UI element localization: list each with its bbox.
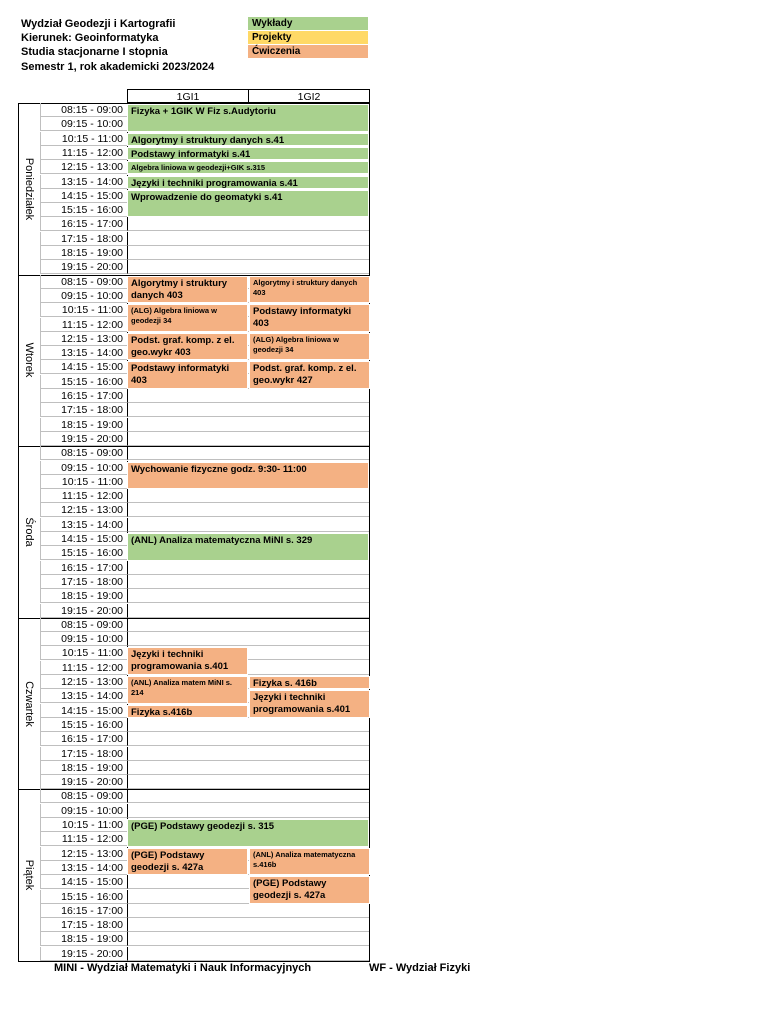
semester-info: Semestr 1, rok akademicki 2023/2024	[21, 61, 215, 73]
exercise-block[interactable]: Fizyka s.416b	[127, 705, 248, 718]
time-slot: 14:15 - 15:00	[40, 532, 127, 546]
day-name-label: Poniedziałek	[23, 157, 35, 220]
day-name	[18, 618, 40, 790]
day-name-label: Piątek	[23, 859, 35, 891]
exercise-block[interactable]: Języki i techniki programowania s.401	[127, 647, 248, 675]
slot-row	[127, 718, 369, 732]
slot-row	[127, 904, 369, 918]
time-slot: 16:15 - 17:00	[40, 732, 127, 746]
time-slot: 10:15 - 11:00	[40, 132, 127, 146]
time-slot: 19:15 - 20:00	[40, 947, 127, 961]
time-slot: 09:15 - 10:00	[40, 632, 127, 646]
time-slot: 09:15 - 10:00	[40, 289, 127, 303]
time-slot: 10:15 - 11:00	[40, 475, 127, 489]
time-slot: 12:15 - 13:00	[40, 847, 127, 861]
time-slot: 18:15 - 19:00	[40, 932, 127, 946]
time-slot: 14:15 - 15:00	[40, 875, 127, 889]
time-slot: 18:15 - 19:00	[40, 589, 127, 603]
lecture-block[interactable]: Wprowadzenie do geomatyki s.41	[127, 190, 369, 218]
exercise-block[interactable]: (ALG) Algebra liniowa w geodezji 34	[249, 333, 370, 361]
time-slot: 16:15 - 17:00	[40, 561, 127, 575]
exercise-block[interactable]: Algorytmy i struktury danych 403	[249, 276, 370, 304]
slot-row	[127, 232, 369, 246]
time-slot: 15:15 - 16:00	[40, 718, 127, 732]
slot-row	[127, 747, 369, 761]
group-header-1gi1: 1GI1	[127, 89, 249, 103]
slot-row	[127, 260, 369, 274]
exercise-block[interactable]: (ANL) Analiza matem MiNI s. 214	[127, 676, 248, 704]
time-slot: 15:15 - 16:00	[40, 375, 127, 389]
time-slot: 09:15 - 10:00	[40, 804, 127, 818]
time-slot: 17:15 - 18:00	[40, 918, 127, 932]
time-slot: 15:15 - 16:00	[40, 890, 127, 904]
exercise-block[interactable]: Podst. graf. komp. z el. geo.wykr 403	[127, 333, 248, 361]
time-slot: 12:15 - 13:00	[40, 503, 127, 517]
slot-row	[127, 503, 369, 517]
time-slot: 11:15 - 12:00	[40, 146, 127, 160]
slot-row	[127, 804, 369, 818]
time-slot: 18:15 - 19:00	[40, 246, 127, 260]
group-header-1gi2: 1GI2	[248, 89, 370, 103]
time-slot: 19:15 - 20:00	[40, 775, 127, 789]
time-slot: 16:15 - 17:00	[40, 389, 127, 403]
time-slot: 11:15 - 12:00	[40, 661, 127, 675]
slot-row	[127, 217, 369, 231]
time-slot: 11:15 - 12:00	[40, 318, 127, 332]
time-slot: 17:15 - 18:00	[40, 747, 127, 761]
lecture-block[interactable]: Języki i techniki programowania s.41	[127, 176, 369, 189]
time-slot: 08:15 - 09:00	[40, 446, 127, 460]
time-slot: 13:15 - 14:00	[40, 689, 127, 703]
time-slot: 10:15 - 11:00	[40, 646, 127, 660]
footer-wf: WF - Wydział Fizyki	[369, 962, 471, 974]
slot-row	[127, 575, 369, 589]
slot-row	[127, 947, 369, 961]
exercise-block[interactable]: Fizyka s. 416b	[249, 676, 370, 689]
slot-row	[127, 446, 369, 460]
footer-mini: MINI - Wydział Matematyki i Nauk Informacyjnych	[54, 962, 312, 974]
lecture-block[interactable]: Algebra liniowa w geodezji+GIK s.315	[127, 161, 369, 174]
legend-projects: Projekty	[248, 31, 368, 44]
lecture-block[interactable]: (ANL) Analiza matematyczna MiNI s. 329	[127, 533, 369, 561]
time-slot: 12:15 - 13:00	[40, 160, 127, 174]
day-name-label: Wtorek	[23, 342, 35, 378]
slot-row	[127, 632, 369, 646]
time-slot: 08:15 - 09:00	[40, 103, 127, 117]
legend-exercises: Ćwiczenia	[248, 45, 368, 58]
exercise-block[interactable]: Wychowanie fizyczne godz. 9:30- 11:00	[127, 462, 369, 490]
time-slot: 14:15 - 15:00	[40, 704, 127, 718]
time-slot: 10:15 - 11:00	[40, 303, 127, 317]
time-slot: 13:15 - 14:00	[40, 346, 127, 360]
time-slot: 13:15 - 14:00	[40, 175, 127, 189]
exercise-block[interactable]: (ALG) Algebra liniowa w geodezji 34	[127, 304, 248, 332]
slot-row	[127, 418, 369, 432]
time-slot: 15:15 - 16:00	[40, 546, 127, 560]
exercise-block[interactable]: (PGE) Podstawy geodezji s. 427a	[127, 848, 248, 876]
time-slot: 19:15 - 20:00	[40, 432, 127, 446]
exercise-block[interactable]: (PGE) Podstawy geodezji s. 427a	[249, 876, 370, 904]
exercise-block[interactable]: Podst. graf. komp. z el. geo.wykr 427	[249, 361, 370, 389]
slot-row	[127, 403, 369, 417]
time-slot: 16:15 - 17:00	[40, 904, 127, 918]
time-slot: 16:15 - 17:00	[40, 217, 127, 231]
time-slot: 17:15 - 18:00	[40, 575, 127, 589]
time-slot: 12:15 - 13:00	[40, 675, 127, 689]
slot-row	[127, 589, 369, 603]
lecture-block[interactable]: Algorytmy i struktury danych s.41	[127, 133, 369, 146]
exercise-block[interactable]: Podstawy informatyki 403	[249, 304, 370, 332]
time-slot: 11:15 - 12:00	[40, 489, 127, 503]
slot-row	[127, 918, 369, 932]
study-mode: Studia stacjonarne I stopnia	[21, 46, 168, 58]
lecture-block[interactable]: (PGE) Podstawy geodezji s. 315	[127, 819, 369, 847]
time-slot: 15:15 - 16:00	[40, 203, 127, 217]
slot-row	[127, 775, 369, 789]
time-slot: 14:15 - 15:00	[40, 189, 127, 203]
exercise-block[interactable]: Języki i techniki programowania s.401	[249, 690, 370, 718]
slot-row	[127, 561, 369, 575]
slot-row	[127, 432, 369, 446]
time-slot: 08:15 - 09:00	[40, 618, 127, 632]
exercise-block[interactable]: Algorytmy i struktury danych 403	[127, 276, 248, 304]
day-name-label: Czwartek	[23, 680, 35, 727]
time-slot: 19:15 - 20:00	[40, 260, 127, 274]
slot-row	[127, 761, 369, 775]
time-slot: 11:15 - 12:00	[40, 832, 127, 846]
time-slot: 19:15 - 20:00	[40, 604, 127, 618]
lecture-block[interactable]: Podstawy informatyki s.41	[127, 147, 369, 160]
legend-lectures: Wykłady	[248, 17, 368, 30]
slot-row	[127, 489, 369, 503]
time-slot: 18:15 - 19:00	[40, 761, 127, 775]
time-slot: 13:15 - 14:00	[40, 518, 127, 532]
day-name	[18, 789, 40, 961]
time-slot: 17:15 - 18:00	[40, 232, 127, 246]
time-slot: 09:15 - 10:00	[40, 461, 127, 475]
time-slot: 08:15 - 09:00	[40, 789, 127, 803]
time-slot: 10:15 - 11:00	[40, 818, 127, 832]
time-slot: 08:15 - 09:00	[40, 275, 127, 289]
slot-row	[127, 932, 369, 946]
time-slot: 18:15 - 19:00	[40, 418, 127, 432]
time-slot: 09:15 - 10:00	[40, 117, 127, 131]
lecture-block[interactable]: Fizyka + 1GIK W Fiz s.Audytoriu	[127, 104, 369, 132]
slot-row	[127, 389, 369, 403]
slot-row	[127, 732, 369, 746]
time-slot: 12:15 - 13:00	[40, 332, 127, 346]
exercise-block[interactable]: Podstawy informatyki 403	[127, 361, 248, 389]
slot-row	[127, 618, 369, 632]
slot-row	[127, 518, 369, 532]
time-slot: 17:15 - 18:00	[40, 403, 127, 417]
slot-row	[127, 604, 369, 618]
day-name-label: Środa	[23, 517, 35, 547]
exercise-block[interactable]: (ANL) Analiza matematyczna s.416b	[249, 848, 370, 876]
time-slot: 14:15 - 15:00	[40, 360, 127, 374]
field-of-study: Kierunek: Geoinformatyka	[21, 32, 159, 44]
faculty-title: Wydział Geodezji i Kartografii	[21, 18, 176, 30]
day-name	[18, 446, 40, 618]
day-name	[18, 275, 40, 447]
day-name	[18, 103, 40, 275]
slot-row	[127, 246, 369, 260]
slot-row	[127, 789, 369, 803]
time-slot: 13:15 - 14:00	[40, 861, 127, 875]
